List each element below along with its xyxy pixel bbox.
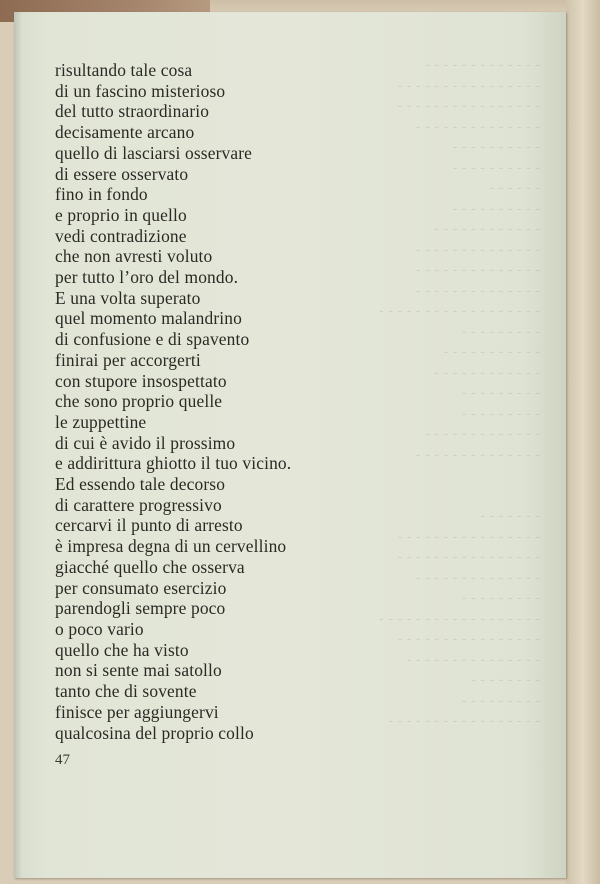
poem-line: parendogli sempre poco	[55, 598, 226, 619]
poem-line: di cui è avido il prossimo	[55, 432, 236, 453]
poem-line: finisce per aggiungervi	[55, 701, 219, 722]
poem-line: finirai per accorgerti	[55, 349, 201, 370]
poem-line: che non avresti voluto	[55, 246, 213, 267]
poem-line: E una volta superato	[55, 287, 201, 308]
poem-line: qualcosina del proprio collo	[55, 722, 254, 743]
poem-line: non si sente mai satollo	[55, 660, 222, 681]
poem-line: con stupore insospettato	[55, 370, 227, 391]
poem-line: di un fascino misterioso	[55, 80, 226, 101]
page-number: 47	[55, 752, 70, 768]
poem-line: quello di lasciarsi osservare	[55, 142, 253, 163]
poem-line: di essere osservato	[55, 163, 189, 184]
page-gutter-shadow	[14, 12, 22, 878]
poem-line: di carattere progressivo	[55, 494, 222, 515]
show-through-text: - - - - - - - - - - - - - - - - - - - - - - - - - - - - - - - - - - - - - - - - - - - - - - - - - - - - - - - - - - - - - - - - - - - - - - - - - - - - - - - - - - - - - - - - - - - - - - - - - - - - - - - - - - - - - - - - - - - - - - - - - - - - - - - - - - - - - - - - - - - - - - - - - - - - - - - - - - - - - - - - - - - - - - - - - - - - - - - - - - - - - - - - - - - - - - - - - - - - - - - - - - - - - - - - - - - - - - - - - - - - - - - - - - - - - - - - - - - - - - - - - - - - - - - - - - - - - - - - - - - - - - - - - - - - - - - - - - - - - - - - - - - - - - - - - - - - - - - - - - - - - - - - - - - - - - - - - - - - - - - - - - - - - - - - - - - - - - - - - - - - - - - - - - - - - - - - - - - - - - - - - - - - - - - - - - - - - - - - - - - - - - - - - - - - -	[379, 57, 540, 729]
poem-line: Ed essendo tale decorso	[55, 474, 226, 495]
poem-line: risultando tale cosa	[55, 60, 193, 80]
poem-line: per consumato esercizio	[55, 577, 227, 598]
poem-line: quello che ha visto	[55, 639, 189, 660]
poem-line: giacché quello che osserva	[55, 556, 245, 577]
poem-line: quel momento malandrino	[55, 308, 242, 329]
poem-line: tanto che di sovente	[55, 681, 197, 702]
poem-line: per tutto l’oro del mondo.	[55, 267, 239, 288]
poem-line: decisamente arcano	[55, 122, 195, 143]
poem-line: del tutto straordinario	[55, 101, 210, 122]
poem-line: e addirittura ghiotto il tuo vicino.	[55, 453, 292, 474]
poem-line: vedi contradizione	[55, 225, 187, 246]
poem-text	[55, 60, 291, 743]
poem-line: fino in fondo	[55, 184, 148, 205]
poem-line: di confusione e di spavento	[55, 329, 250, 350]
cover-right-edge	[566, 0, 600, 884]
poem-line: che sono proprio quelle	[55, 391, 223, 412]
poem-line: o poco vario	[55, 618, 144, 639]
poem-line: è impresa degna di un cervellino	[55, 536, 287, 557]
poem-line: cercarvi il punto di arresto	[55, 515, 243, 536]
poem-line: e proprio in quello	[55, 204, 187, 225]
poem-line: le zuppettine	[55, 411, 147, 432]
